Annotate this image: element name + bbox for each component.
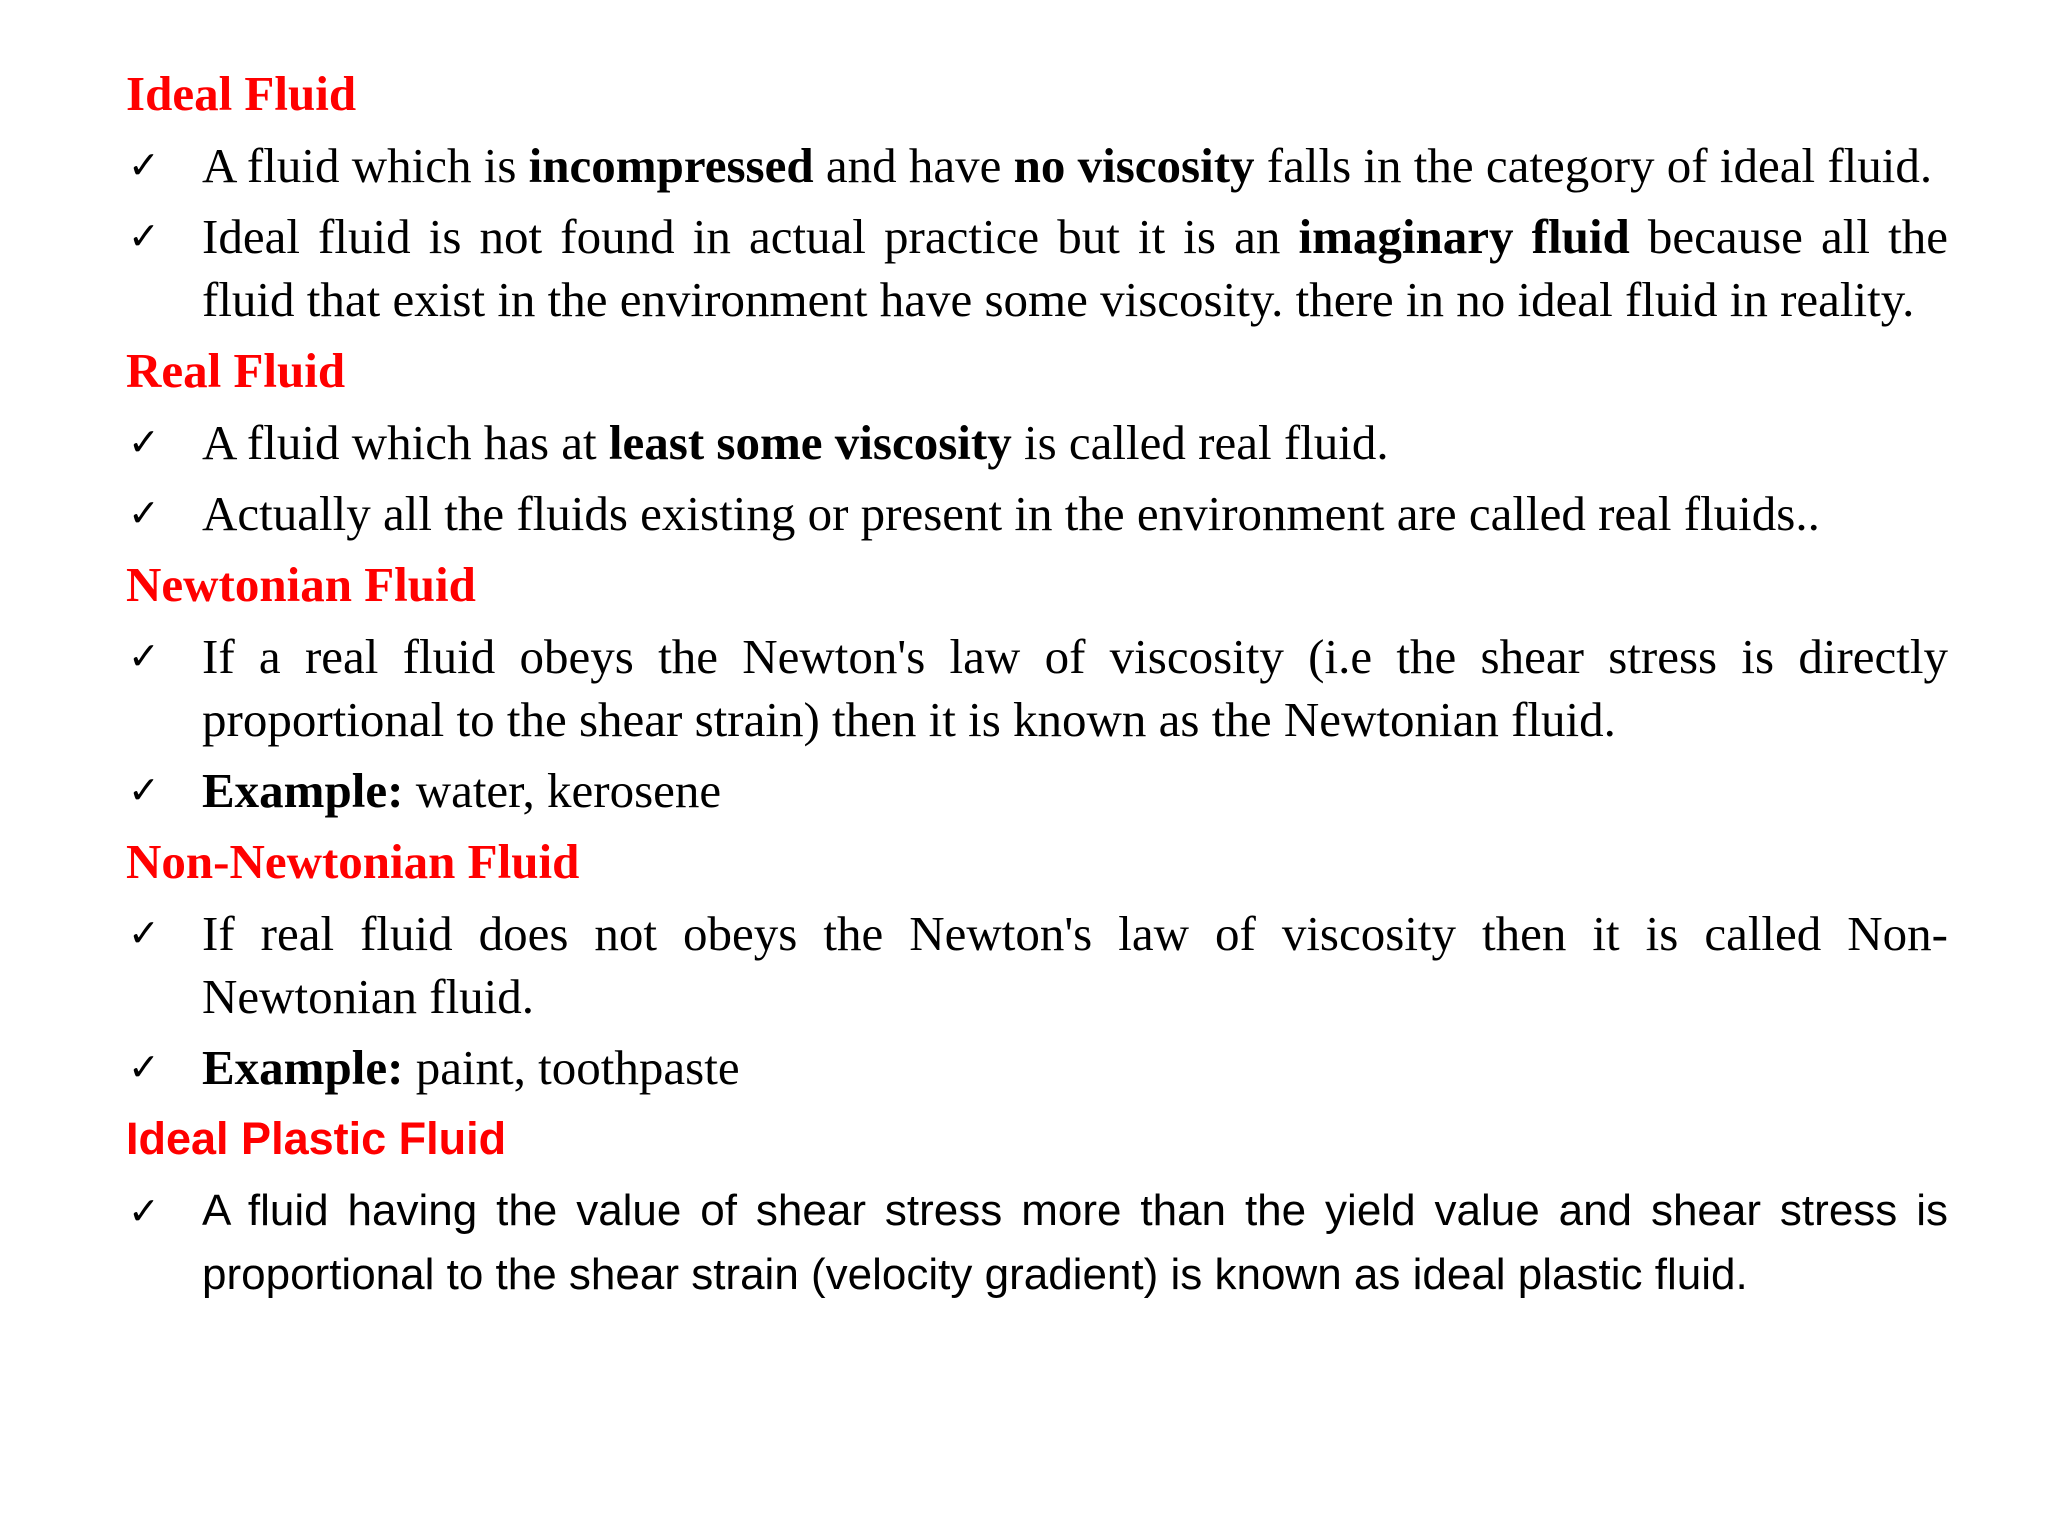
bullet-text: Ideal fluid is not found in actual practice but it is an bbox=[202, 209, 1299, 264]
checkmark-icon: ✓ bbox=[128, 491, 160, 535]
bullet-item bbox=[126, 1179, 1948, 1307]
checkmark-icon: ✓ bbox=[128, 1189, 160, 1233]
section-heading: Ideal Plastic Fluid bbox=[126, 1113, 507, 1164]
bullet-text: is called real fluid. bbox=[1011, 415, 1389, 470]
bullet-text: and have bbox=[813, 138, 1014, 193]
bold-term: least some viscosity bbox=[608, 415, 1012, 470]
bold-term: no viscosity bbox=[1013, 138, 1255, 193]
bullet-text: because all the fluid that exist in the environment have some viscosity. there in no ideal fluid in reality. bbox=[202, 209, 1948, 327]
bullet-item bbox=[126, 205, 1948, 331]
checkmark-icon: ✓ bbox=[128, 768, 160, 812]
bullet-item bbox=[126, 625, 1948, 751]
bullet-item bbox=[126, 759, 1948, 822]
section-ideal-plastic-fluid bbox=[126, 1107, 1948, 1307]
checkmark-icon: ✓ bbox=[128, 911, 160, 955]
section-newtonian-fluid bbox=[126, 553, 1948, 822]
section-heading: Non-Newtonian Fluid bbox=[126, 834, 580, 889]
bullet-item bbox=[126, 482, 1948, 545]
slide-content bbox=[126, 62, 1948, 1315]
bullet-text: A fluid having the value of shear stress more than the yield value and shear stress is proportional to the shear strain (velocity gradient) is known as ideal plastic fluid. bbox=[202, 1186, 1948, 1299]
bullet-text: Actually all the fluids existing or present in the environment are called real fluids.. bbox=[202, 486, 1820, 541]
checkmark-icon: ✓ bbox=[128, 1045, 160, 1089]
section-real-fluid bbox=[126, 339, 1948, 545]
bullet-item bbox=[126, 1036, 1948, 1099]
bullet-text: If a real fluid obeys the Newton's law of viscosity (i.e the shear stress is directly proportional to the shear strain) then it is known as the Newtonian fluid. bbox=[202, 629, 1948, 747]
bullet-text: falls in the category of ideal fluid. bbox=[1254, 138, 1933, 193]
bold-term: incompressed bbox=[528, 138, 814, 193]
checkmark-icon: ✓ bbox=[128, 420, 160, 464]
bold-term: Example: bbox=[202, 1040, 404, 1095]
bullet-item bbox=[126, 134, 1948, 197]
bullet-text: paint, toothpaste bbox=[403, 1040, 740, 1095]
section-heading: Ideal Fluid bbox=[126, 66, 357, 121]
section-heading: Real Fluid bbox=[126, 343, 346, 398]
section-non-newtonian-fluid bbox=[126, 830, 1948, 1099]
checkmark-icon: ✓ bbox=[128, 143, 160, 187]
section-ideal-fluid bbox=[126, 62, 1948, 331]
bullet-item bbox=[126, 902, 1948, 1028]
bullet-text: A fluid which is bbox=[202, 138, 529, 193]
bold-term: Example: bbox=[202, 763, 404, 818]
bullet-text: A fluid which has at bbox=[202, 415, 609, 470]
bullet-item bbox=[126, 411, 1948, 474]
checkmark-icon: ✓ bbox=[128, 634, 160, 678]
checkmark-icon: ✓ bbox=[128, 214, 160, 258]
bold-term: imaginary fluid bbox=[1298, 209, 1630, 264]
bullet-text: water, kerosene bbox=[403, 763, 722, 818]
bullet-text: If real fluid does not obeys the Newton's law of viscosity then it is called Non-Newtonian fluid. bbox=[202, 906, 1948, 1024]
section-heading: Newtonian Fluid bbox=[126, 557, 476, 612]
